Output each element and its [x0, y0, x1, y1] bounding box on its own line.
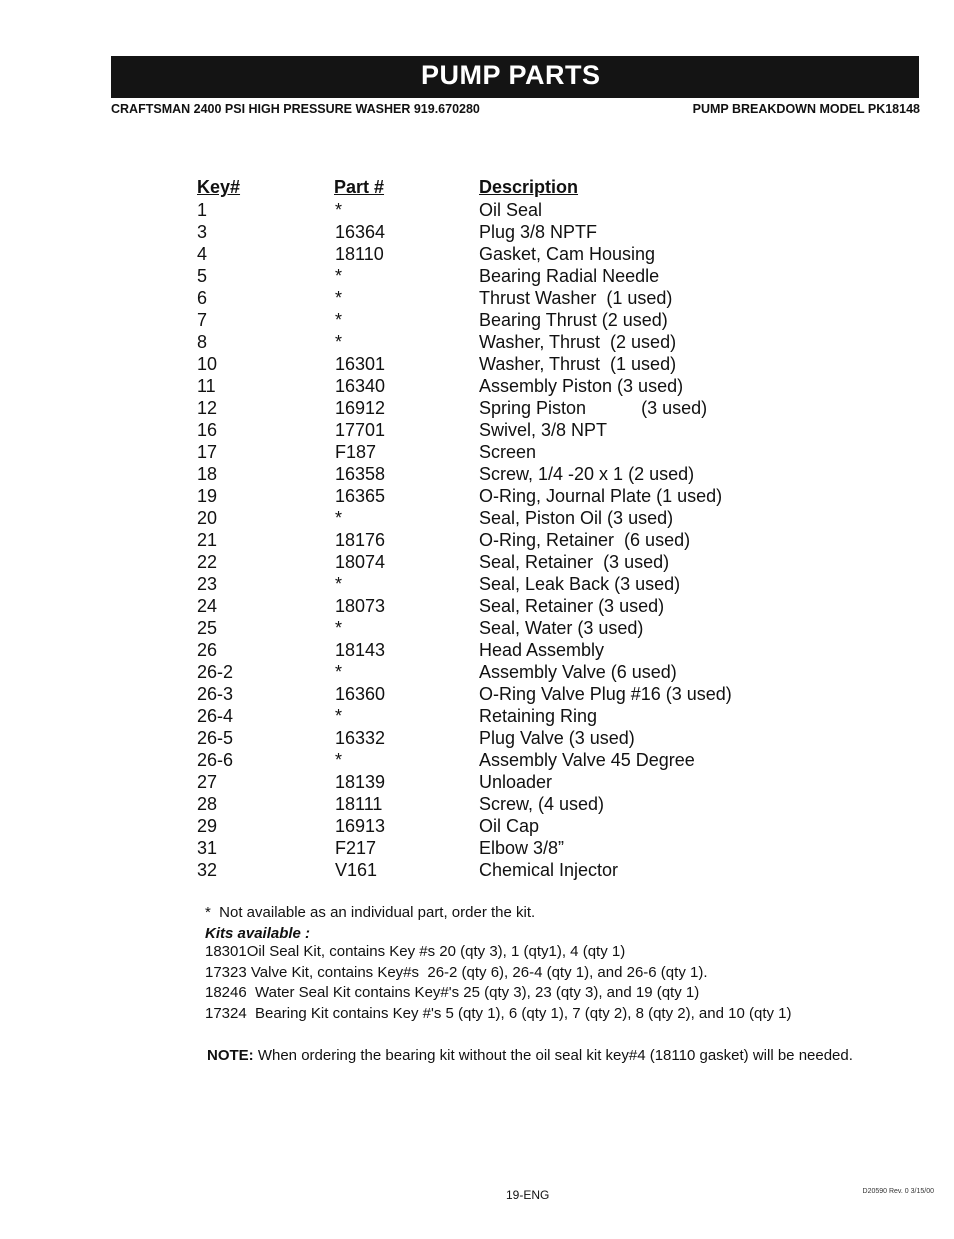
part-cell: F217	[335, 838, 377, 859]
key-cell: 6	[197, 288, 208, 309]
description-cell: Gasket, Cam Housing	[479, 244, 656, 265]
table-row	[0, 705, 954, 727]
product-subtitle: CRAFTSMAN 2400 PSI HIGH PRESSURE WASHER 919.670280	[111, 102, 480, 116]
description-cell: Seal, Retainer (3 used)	[479, 552, 670, 573]
key-cell: 24	[197, 596, 218, 617]
key-cell: 32	[197, 860, 218, 881]
table-row	[0, 617, 954, 639]
description-cell: Oil Seal	[479, 200, 543, 220]
table-row	[0, 243, 954, 265]
description-cell: Seal, Leak Back (3 used)	[479, 574, 681, 595]
table-row	[0, 463, 954, 485]
description-cell: Chemical Injector	[479, 860, 619, 881]
key-cell: 3	[197, 222, 208, 243]
part-cell: 18143	[335, 640, 386, 661]
kit-item: 17324 Bearing Kit contains Key #'s 5 (qty 1), 6 (qty 1), 7 (qty 2), 8 (qty 2), and 10 (qty 1)	[205, 1005, 792, 1023]
description-cell: Assembly Piston (3 used)	[479, 376, 684, 397]
key-cell: 26	[197, 640, 218, 661]
key-cell: 26-2	[197, 662, 234, 683]
table-row	[0, 309, 954, 331]
table-row	[0, 683, 954, 705]
table-row	[0, 551, 954, 573]
part-cell: 16340	[335, 376, 386, 397]
note-label: NOTE:	[207, 1047, 254, 1064]
part-cell: 16332	[335, 728, 386, 749]
table-row	[0, 221, 954, 243]
description-column-header: Description	[479, 177, 579, 197]
key-cell: 1	[197, 200, 208, 220]
table-row	[0, 639, 954, 661]
table-row	[0, 661, 954, 683]
description-cell: O-Ring, Retainer (6 used)	[479, 530, 691, 551]
table-row	[0, 727, 954, 749]
title-banner	[111, 56, 919, 98]
part-cell: 18110	[335, 244, 384, 265]
parts-table	[0, 199, 954, 881]
part-cell: *	[335, 508, 343, 529]
part-cell: *	[335, 310, 343, 331]
key-cell: 17	[197, 442, 218, 463]
description-cell: Bearing Thrust (2 used)	[479, 310, 668, 331]
model-subtitle: PUMP BREAKDOWN MODEL PK18148	[692, 102, 920, 116]
part-cell: F187	[335, 442, 377, 463]
table-row	[0, 859, 954, 881]
description-cell: Washer, Thrust (1 used)	[479, 354, 677, 375]
key-cell: 5	[197, 266, 208, 287]
page-title: PUMP PARTS	[421, 60, 601, 90]
description-cell: Assembly Valve (6 used)	[479, 662, 677, 683]
description-cell: Screen	[479, 442, 537, 463]
part-cell: 16912	[335, 398, 386, 419]
description-cell: Bearing Radial Needle	[479, 266, 660, 287]
table-row	[0, 375, 954, 397]
description-cell: O-Ring, Journal Plate (1 used)	[479, 486, 723, 507]
part-cell: 18111	[335, 794, 383, 815]
table-row	[0, 793, 954, 815]
key-cell: 7	[197, 310, 208, 331]
table-row	[0, 507, 954, 529]
key-cell: 12	[197, 398, 218, 419]
description-cell: Oil Cap	[479, 816, 540, 837]
part-cell: 16358	[335, 464, 386, 485]
part-cell: *	[335, 750, 343, 771]
description-cell: Screw, (4 used)	[479, 794, 605, 815]
description-cell: Retaining Ring	[479, 706, 598, 727]
table-row	[0, 573, 954, 595]
part-cell: 16913	[335, 816, 386, 837]
part-cell: *	[335, 332, 343, 353]
key-cell: 10	[197, 354, 218, 375]
key-cell: 31	[197, 838, 218, 859]
part-cell: *	[335, 200, 343, 220]
table-row	[0, 771, 954, 793]
key-cell: 19	[197, 486, 218, 507]
part-cell: 16301	[335, 354, 386, 375]
part-cell: V161	[335, 860, 378, 881]
page-number: 19-ENG	[506, 1188, 550, 1202]
part-cell: *	[335, 618, 343, 639]
part-cell: 18176	[335, 530, 386, 551]
part-column-header: Part #	[334, 177, 385, 197]
table-row	[0, 595, 954, 617]
description-cell: Plug Valve (3 used)	[479, 728, 635, 749]
kit-item: 17323 Valve Kit, contains Key#s 26-2 (qty 6), 26-4 (qty 1), and 26-6 (qty 1).	[205, 963, 708, 981]
part-cell: *	[335, 574, 343, 595]
table-row	[0, 529, 954, 551]
key-cell: 28	[197, 794, 218, 815]
part-cell: 17701	[335, 420, 386, 441]
table-row	[0, 353, 954, 375]
description-cell: Seal, Water (3 used)	[479, 618, 644, 639]
description-cell: Washer, Thrust (2 used)	[479, 332, 677, 353]
table-row	[0, 199, 954, 221]
ordering-note	[207, 1045, 907, 1067]
description-cell: Plug 3/8 NPTF	[479, 222, 598, 243]
table-row	[0, 331, 954, 353]
key-cell: 20	[197, 508, 218, 529]
table-row	[0, 287, 954, 309]
description-cell: Swivel, 3/8 NPT	[479, 420, 608, 441]
key-cell: 25	[197, 618, 218, 639]
asterisk-note-text: * Not available as an individual part, order the kit.	[205, 904, 536, 921]
table-row	[0, 815, 954, 837]
part-cell: 16364	[335, 222, 386, 243]
kits-label: Kits available :	[205, 925, 311, 942]
table-row	[0, 265, 954, 287]
key-cell: 18	[197, 464, 218, 485]
description-cell: Head Assembly	[479, 640, 605, 661]
description-cell: Elbow 3/8”	[479, 838, 565, 859]
description-cell: Spring Piston (3 used)	[479, 398, 708, 419]
table-row	[0, 419, 954, 441]
part-cell: 18074	[335, 552, 386, 573]
key-cell: 21	[197, 530, 218, 551]
part-cell: *	[335, 288, 343, 309]
part-cell: 18139	[335, 772, 386, 793]
kit-item: 18246 Water Seal Kit contains Key#'s 25 (qty 3), 23 (qty 3), and 19 (qty 1)	[205, 984, 700, 1002]
kits-list	[205, 942, 792, 1025]
description-cell: Screw, 1/4 -20 x 1 (2 used)	[479, 464, 695, 485]
key-cell: 23	[197, 574, 218, 595]
key-cell: 27	[197, 772, 218, 793]
part-cell: *	[335, 662, 343, 683]
asterisk-note	[205, 902, 535, 944]
key-cell: 22	[197, 552, 218, 573]
description-cell: Thrust Washer (1 used)	[479, 288, 673, 309]
table-row	[0, 441, 954, 463]
table-row	[0, 397, 954, 419]
description-cell: Seal, Retainer (3 used)	[479, 596, 665, 617]
part-cell: *	[335, 706, 343, 727]
key-cell: 26-6	[197, 750, 234, 771]
kit-item: 18301Oil Seal Kit, contains Key #s 20 (qty 3), 1 (qty1), 4 (qty 1)	[205, 943, 626, 960]
key-cell: 26-4	[197, 706, 234, 727]
key-cell: 26-3	[197, 684, 234, 705]
key-cell: 11	[197, 376, 216, 397]
description-cell: Seal, Piston Oil (3 used)	[479, 508, 674, 529]
document-code: D20590 Rev. 0 3/15/00	[862, 1188, 934, 1195]
description-cell: O-Ring Valve Plug #16 (3 used)	[479, 684, 732, 705]
description-cell: Unloader	[479, 772, 553, 793]
part-cell: *	[335, 266, 343, 287]
part-cell: 16360	[335, 684, 386, 705]
table-row	[0, 749, 954, 771]
key-cell: 8	[197, 332, 208, 353]
key-cell: 26-5	[197, 728, 234, 749]
table-row	[0, 837, 954, 859]
description-cell: Assembly Valve 45 Degree	[479, 750, 695, 771]
part-cell: 18073	[335, 596, 386, 617]
table-row	[0, 485, 954, 507]
key-cell: 16	[197, 420, 218, 441]
key-column-header: Key#	[197, 177, 241, 197]
part-cell: 16365	[335, 486, 386, 507]
note-text: When ordering the bearing kit without the oil seal kit key#4 (18110 gasket) will be needed.	[253, 1047, 853, 1064]
key-cell: 29	[197, 816, 218, 837]
key-cell: 4	[197, 244, 208, 265]
